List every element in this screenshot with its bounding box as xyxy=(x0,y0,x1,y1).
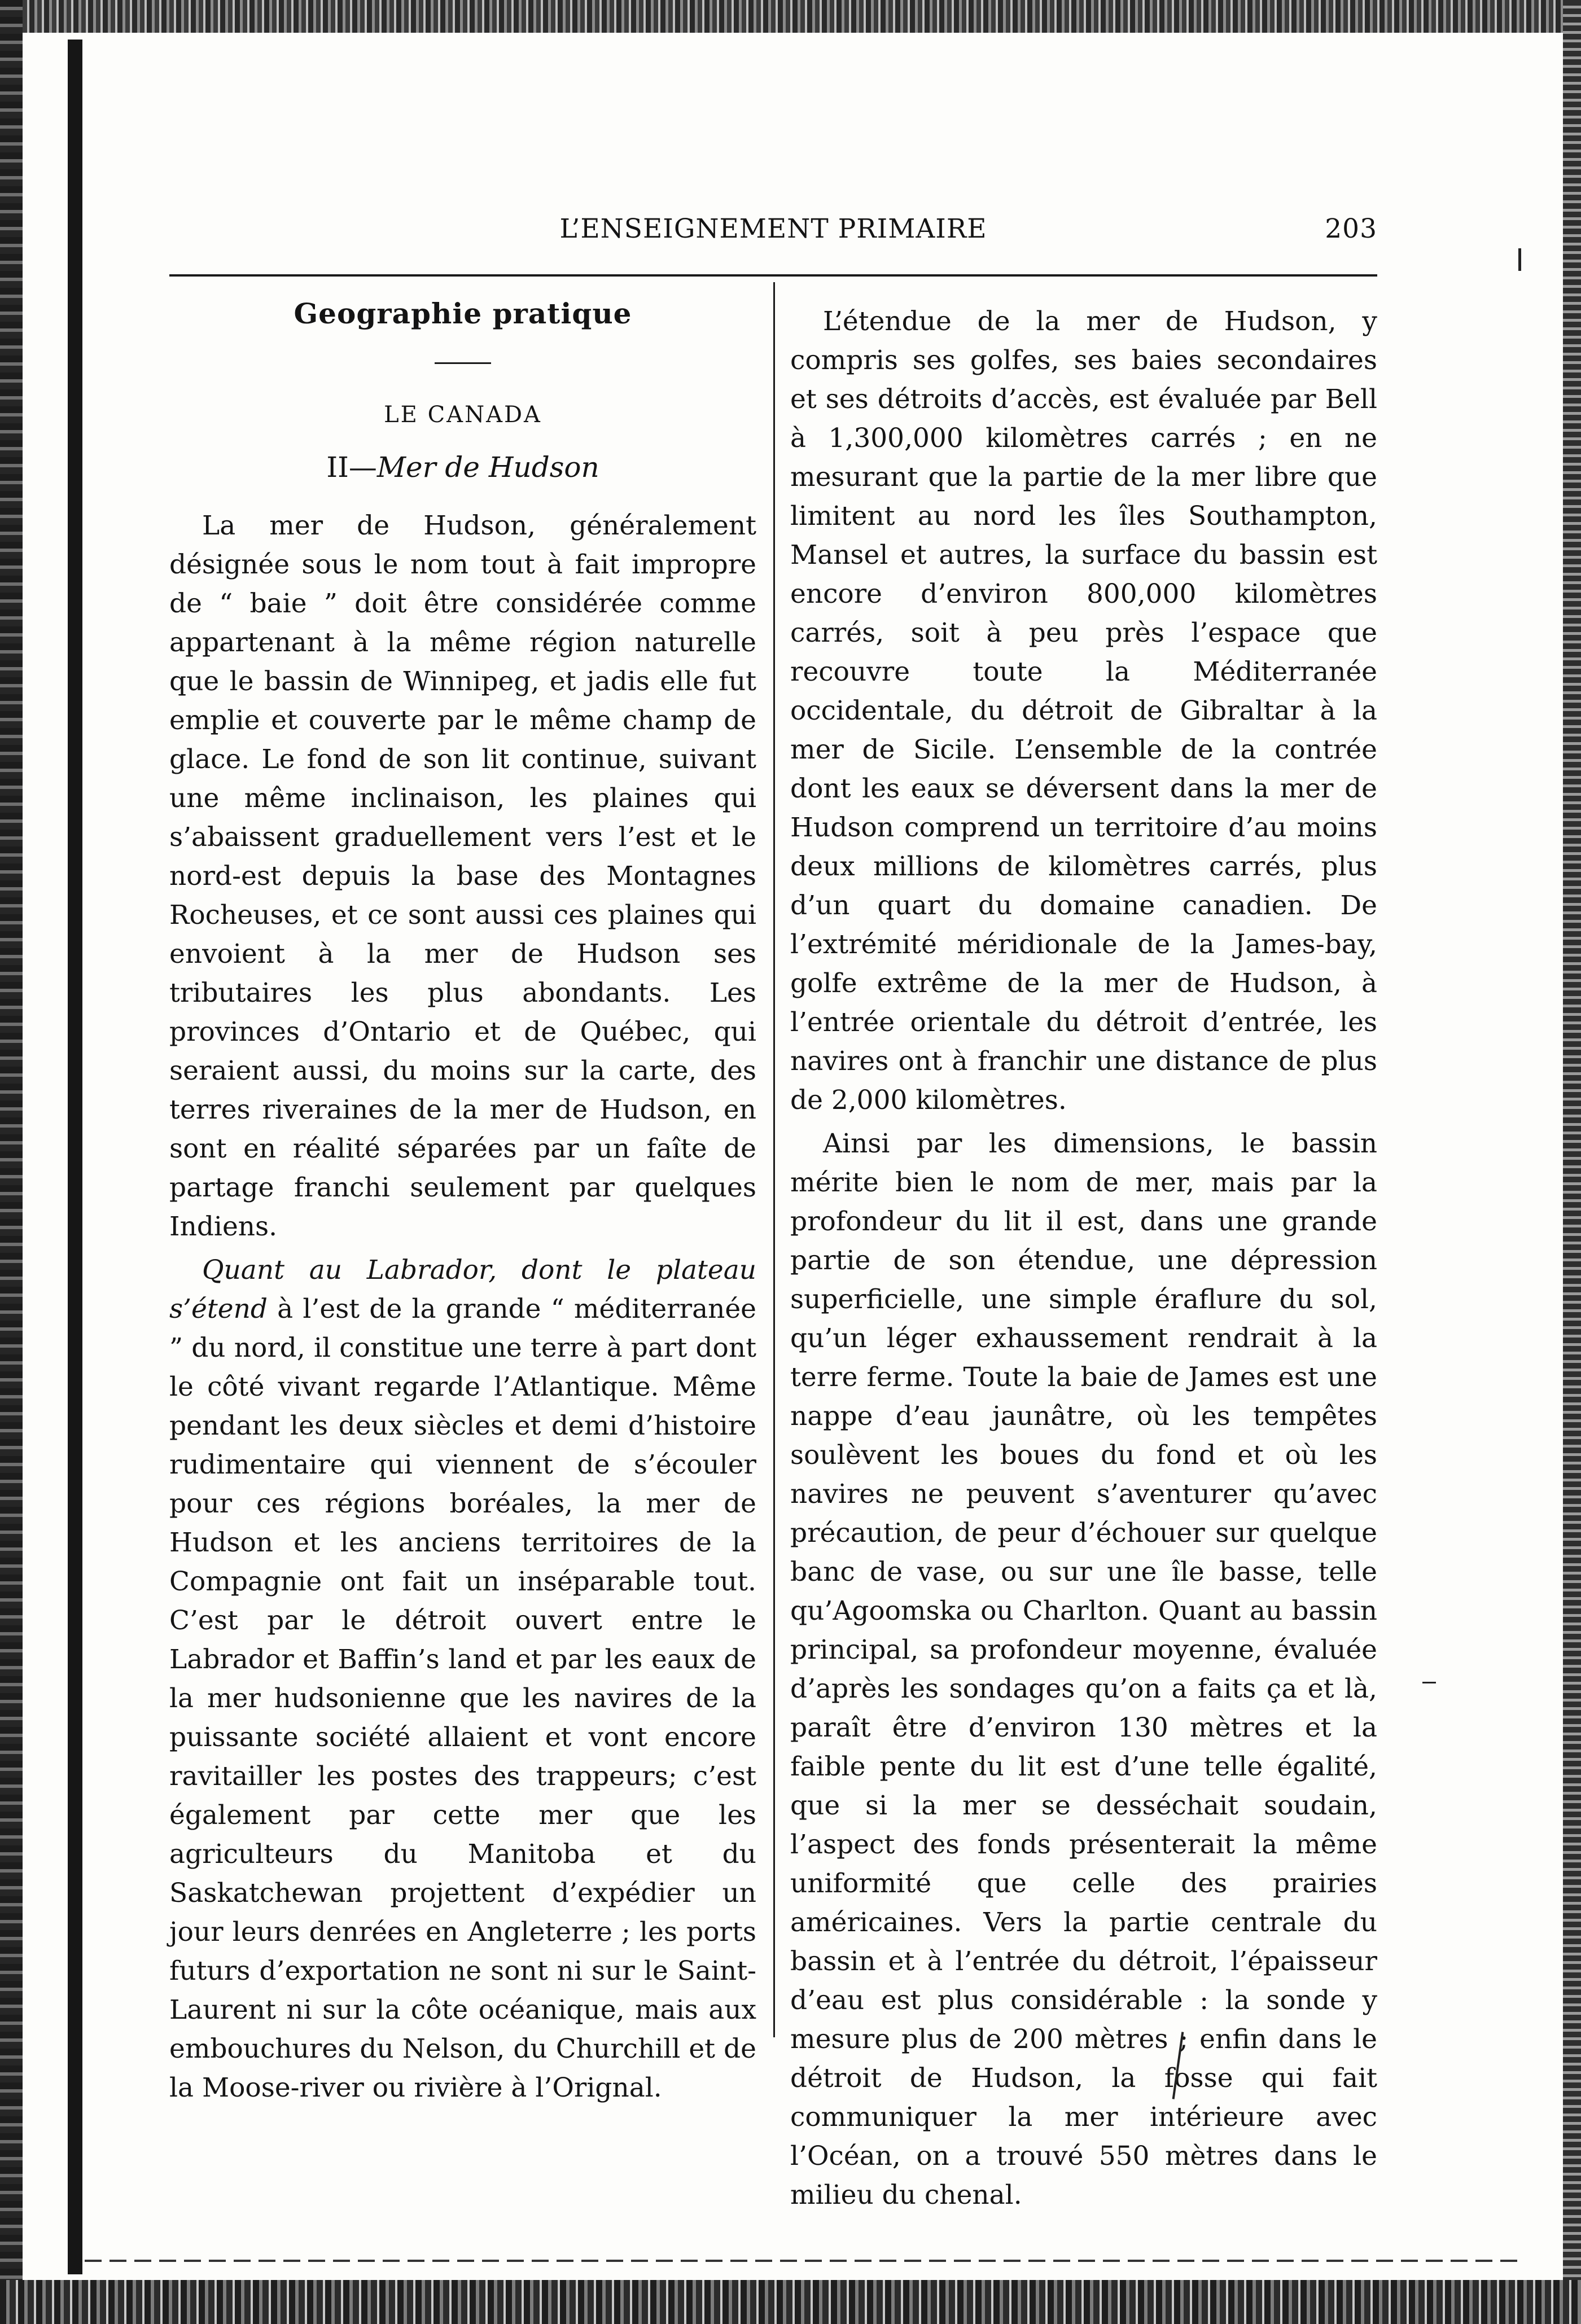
running-head xyxy=(169,213,1377,253)
page-number: 203 xyxy=(1325,213,1377,244)
scan-dashed-line xyxy=(85,2260,1524,2262)
chapter-heading xyxy=(169,448,756,487)
subheading: LE CANADA xyxy=(384,402,542,428)
paragraph-3: L’étendue de la mer de Hudson, y compris ses golfes, ses baies secondaires et ses détroits d’accès, est évaluée par Bell à 1,300,000 kilomètres carrés ; en ne mesurant que la partie de la mer libre que limitent au nord les îles Southampton, Mansel et autres, la surface du bassin est encore d’environ 800,000 kilomètres carrés, soit à peu près l’espace que recouvre toute la Méditerranée occidentale, du détroit de Gibraltar à la mer de Sicile. L’ensemble de la contrée dont les eaux se déversent dans la mer de Hudson comprend un territoire d’au moins deux millions de kilomètres carrés, plus d’un quart du domaine canadien. De l’extrémité méridionale de la James-bay, golfe extrême de la mer de Hudson, à l’entrée orientale du détroit d’entrée, les navires ont à franchir une distance de plus de 2,000 kilomètres. xyxy=(790,306,1377,1116)
chapter-title: Mer de Hudson xyxy=(376,451,599,484)
margin-mark xyxy=(1422,1682,1436,1683)
paragraph-2-italic-lead: Quant au Labrador, dont le plateau s’étend xyxy=(169,1255,756,1325)
right-column xyxy=(790,302,1377,2215)
journal-title: L’ENSEIGNEMENT PRIMAIRE xyxy=(559,213,987,244)
column-divider xyxy=(773,282,775,2037)
title-rule xyxy=(435,362,491,364)
section-title: Geographie pratique xyxy=(294,297,632,330)
paragraph-2-text: à l’est de la grande “ méditerranée ” du nord, il constitue une terre à part dont le côté vivant regarde l’Atlantique. Même pendant les deux siècles et demi d’histoire rudimentaire qui viennent de s’écouler pour ces régions boréales, la mer de Hudson et les anciens territoires de la Compagnie ont fait un inséparable tout. C’est par le détroit ouvert entre le Labrador et Baffin’s land et par les eaux de la mer hudsonienne que les navires de la puissante société allaient et vont encore ravitailler les postes des trappeurs; c’est également par cette mer que les agriculteurs du Manitoba et du Saskatchewan projettent d’expédier un jour leurs denrées en Angleterre ; les ports futurs d’exportation ne sont ni sur le Saint-Laurent ni sur la côte océanique, mais aux embouchures du Nelson, du Churchill et de la Moose-river ou rivière à l’Orignal. xyxy=(169,1293,756,2103)
paragraph-1: La mer de Hudson, généralement désignée sous le nom tout à fait impropre de “ baie ” doit être considérée comme appartenant à la même région naturelle que le bassin de Winnipeg, et jadis elle fut emplie et couverte par le même champ de glace. Le fond de son lit continue, suivant une même inclinaison, les plaines qui s’abaissent graduellement vers l’est et le nord-est depuis la base des Montagnes Rocheuses, et ce sont aussi ces plaines qui envoient à la mer de Hudson ses tributaires les plus abondants. Les provinces d’Ontario et de Québec, qui seraient aussi, du moins sur la carte, des terres riveraines de la mer de Hudson, en sont en réalité séparées par un faîte de partage franchi seulement par quelques Indiens. xyxy=(169,510,756,1242)
margin-mark xyxy=(1518,248,1521,271)
scan-border-left xyxy=(0,0,23,2324)
binding-shadow xyxy=(68,40,82,2274)
paragraph-2 xyxy=(169,1251,756,2107)
left-column xyxy=(169,293,756,2107)
paragraph-4: Ainsi par les dimensions, le bassin mérite bien le nom de mer, mais par la profondeur du lit il est, dans une grande partie de son étendue, une dépression superficielle, une simple éraflure du sol, qu’un léger exhaussement rendrait à la terre ferme. Toute la baie de James est une nappe d’eau jaunâtre, où les tempêtes soulèvent les boues du fond et où les navires ne peuvent s’aventurer qu’avec précaution, de peur d’échouer sur quelque banc de vase, ou sur une île basse, telle qu’Agoomska ou Charlton. Quant au bassin principal, sa profondeur moyenne, évaluée d’après les sondages qu’on a faits ça et là, paraît être d’environ 130 mètres et la faible pente du lit est d’une telle égalité, que si la mer se desséchait soudain, l’aspect des fonds présenterait la même uniformité que celle des prairies américaines. Vers la partie centrale du bassin et à l’entrée du détroit, l’épaisseur d’eau est plus considérable : la sonde y mesure plus de 200 mètres ; enfin dans le détroit de Hudson, la fosse qui fait communiquer la mer intérieure avec l’Océan, on a trouvé 550 mètres dans le milieu du chenal. xyxy=(790,1128,1377,2211)
chapter-number: II— xyxy=(326,451,377,484)
scan-border-top xyxy=(0,0,1581,33)
scan-border-bottom xyxy=(0,2280,1581,2324)
header-rule xyxy=(169,274,1377,277)
scan-border-right xyxy=(1563,0,1581,2324)
